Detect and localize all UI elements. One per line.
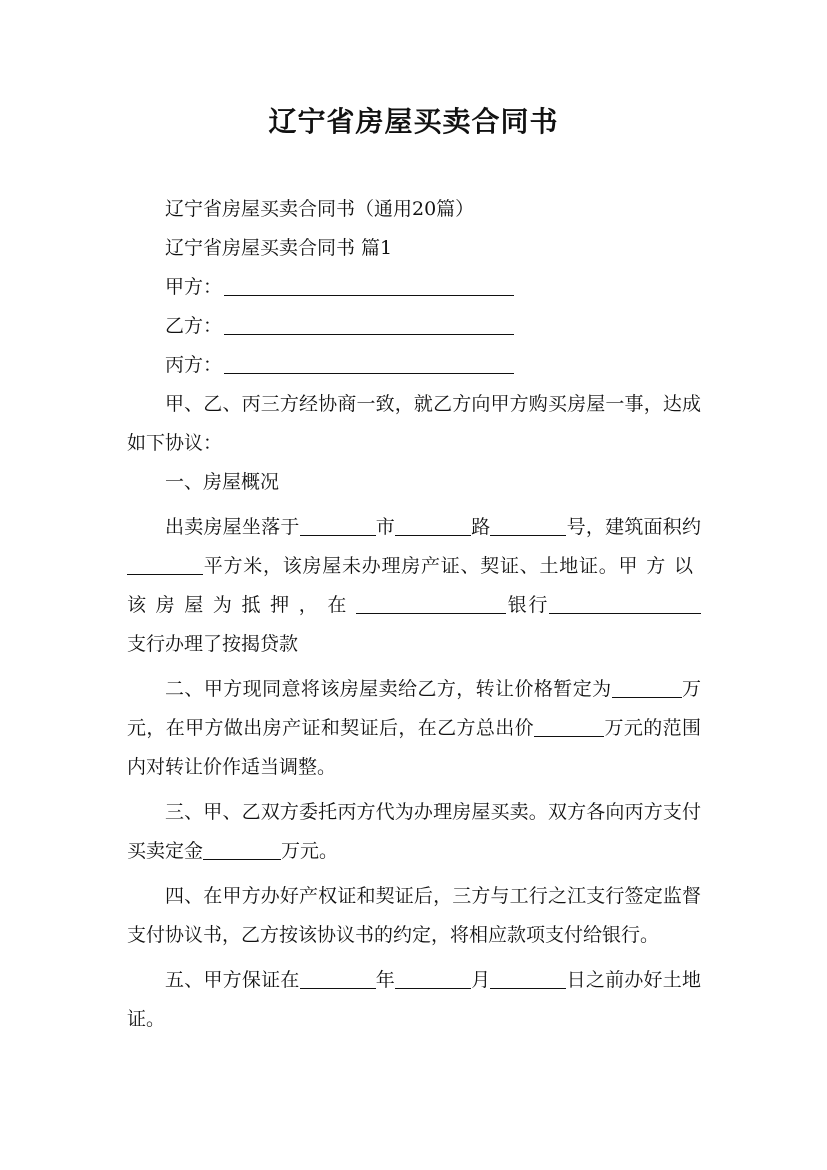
s5-text-a: 五、甲方保证在 <box>165 969 300 991</box>
party-a-line <box>127 268 701 307</box>
document-title: 辽宁省房屋买卖合同书 <box>268 105 559 138</box>
road-blank <box>395 513 471 536</box>
subtitle-line: 辽宁省房屋买卖合同书（通用20篇） <box>165 198 475 220</box>
city-blank <box>300 513 376 536</box>
section-1-heading: 一、房屋概况 <box>165 471 280 493</box>
s2-text-c: 万元的范围内对转让价作适当调整。 <box>127 717 701 778</box>
s1-text-g: 银行 <box>506 594 549 616</box>
party-c-line <box>127 346 701 385</box>
s3-text-a: 三、甲、乙双方委托丙方代为办理房屋买卖。双方各向丙方支付买卖定金 <box>127 801 701 862</box>
month-blank <box>395 966 471 989</box>
party-b-line <box>127 307 701 346</box>
year-blank <box>300 966 376 989</box>
s1-text-a: 出卖房屋坐落于 <box>165 516 300 538</box>
party-a-label: 甲方： <box>165 276 223 298</box>
branch-blank <box>549 591 701 614</box>
s5-text-d: 日之前办好土地证。 <box>127 969 701 1030</box>
bank-blank <box>356 591 506 614</box>
s1-text-e: 平方米，该房屋未办理房产证、契证、土地证。 <box>203 555 619 577</box>
total-price-blank <box>534 714 604 737</box>
s3-text-b: 万元。 <box>281 840 339 862</box>
s1-text-d: 号，建筑面积约 <box>566 516 701 538</box>
deposit-blank <box>203 837 281 860</box>
s1-text-h: 支行办理了按揭贷款 <box>127 633 299 655</box>
document-body <box>127 190 701 1039</box>
s5-text-c: 月 <box>471 969 491 991</box>
party-c-label: 丙方： <box>165 354 223 376</box>
s5-text-b: 年 <box>375 969 395 991</box>
section-2-paragraph <box>127 670 701 787</box>
section-4-paragraph: 四、在甲方办好产权证和契证后，三方与工行之江支行签定监督支付协议书，乙方按该协议书的约定，将相应款项支付给银行。 <box>127 885 701 946</box>
party-b-label: 乙方： <box>165 315 223 337</box>
chapter-line: 辽宁省房屋买卖合同书 篇1 <box>165 237 393 259</box>
number-blank <box>490 513 566 536</box>
s1-text-f: 甲方以该房屋为抵押，在 <box>127 555 701 616</box>
s1-text-c: 路 <box>471 516 491 538</box>
s2-text-b: 万元，在甲方做出房产证和契证后，在乙方总出价 <box>127 678 701 739</box>
section-1-paragraph <box>127 508 701 664</box>
section-3-paragraph <box>127 793 701 871</box>
party-a-blank <box>224 273 514 296</box>
s2-text-a: 二、甲方现同意将该房屋卖给乙方，转让价格暂定为 <box>165 678 612 700</box>
party-b-blank <box>224 312 514 335</box>
party-c-blank <box>224 351 514 374</box>
day-blank <box>490 966 566 989</box>
price-blank <box>612 675 682 698</box>
area-blank <box>127 552 203 575</box>
intro-paragraph: 甲、乙、丙三方经协商一致，就乙方向甲方购买房屋一事，达成如下协议： <box>127 393 701 454</box>
section-5-paragraph <box>127 961 701 1039</box>
s1-text-b: 市 <box>375 516 395 538</box>
